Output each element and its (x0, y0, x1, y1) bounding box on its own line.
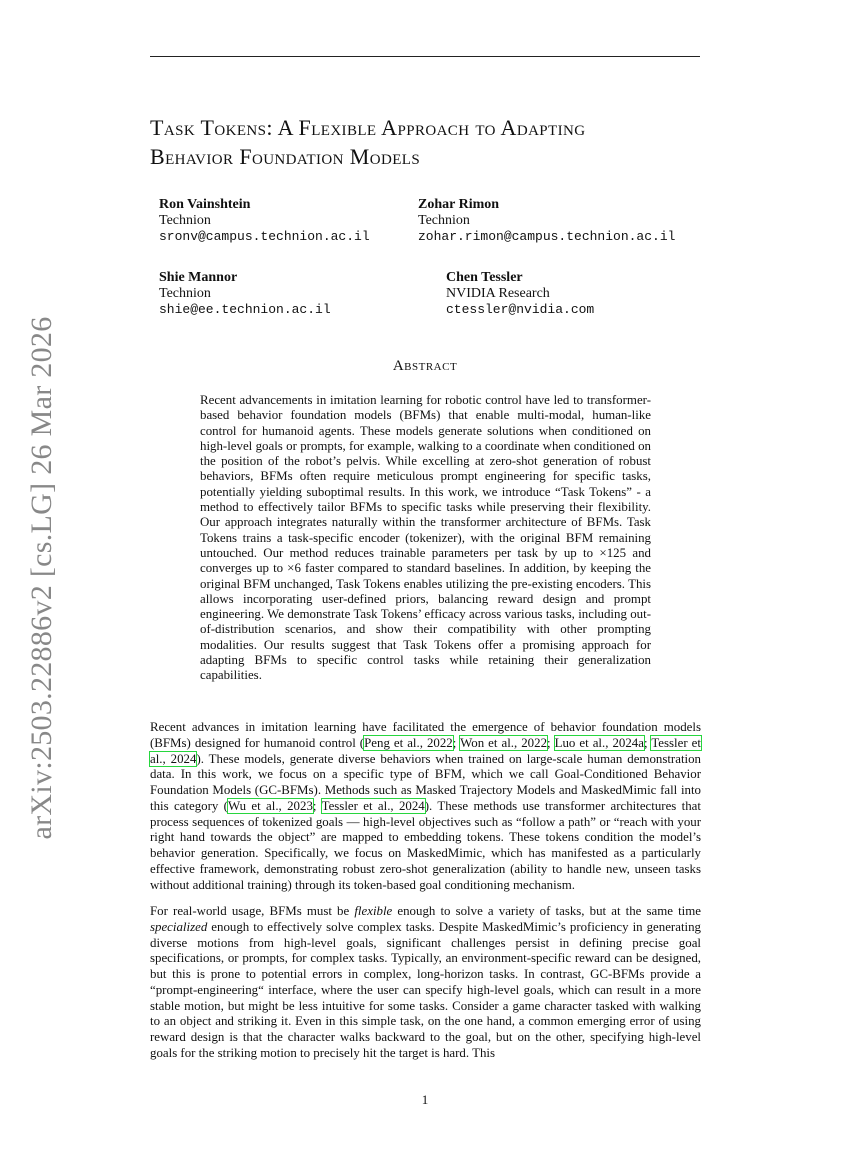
author-email: ctessler@nvidia.com (446, 302, 595, 317)
abstract-text: Recent advancements in imitation learning for robotic control have led to transformer-based behavior foundation models (BFMs) that enable multi-modal, human-like control for humanoid agents. These models generate solutions when conditioned on high-level goals or prompts, for example, walking to a coordinate when conditioned on the position of the robot’s pelvis. While excelling at zero-shot generation of robust behaviors, BFMs often require meticulous prompt engineering for specific tasks, potentially yielding suboptimal results. In this work, we introduce “Task Tokens” - a method to effectively tailor BFMs to specific tasks while preserving their flexibility. Our approach integrates naturally within the transformer architecture of BFMs. Task Tokens trains a task-specific encoder (tokenizer), with the original BFM remaining untouched. Our method reduces trainable parameters per task by up to ×125 and converges up to ×6 faster compared to standard baselines. In addition, by keeping the original BFM unchanged, Task Tokens enables utilizing the pre-existing encoders. This allows incorporating user-defined priors, balancing reward design and prompt engineering. We demonstrate Task Tokens’ efficacy across various tasks, including out-of-distribution scenarios, and show their compatibility with other prompting modalities. Our results suggest that Task Tokens offer a promising approach for adapting BFMs to specific control tasks while retaining their generalization capabilities. (200, 393, 651, 683)
emphasis-text: specialized (150, 919, 208, 934)
author-affiliation: Technion (418, 213, 470, 228)
author-name: Ron Vainshtein (159, 197, 251, 212)
top-rule (150, 56, 700, 57)
page-number: 1 (421, 1092, 429, 1107)
citation-separator: ; (547, 735, 555, 750)
body-text: Recent advances in imitation learning have facilitated the emergence of behavior foundation models (BFMs) designed for humanoid control ( (150, 720, 701, 750)
arxiv-identifier: arXiv:2503.22886v2 [cs.LG] 26 Mar 2026 (25, 316, 58, 840)
body-text: ). These models, generate diverse behaviors when trained on large-scale human demonstration data. In this work, we focus on a specific type of BFM, which we call Goal-Conditioned Behavior Foundation Models (GC-BFMs). Methods such as Masked Trajectory Models and MaskedMimic fall into this category ( (150, 751, 701, 813)
paper-title (150, 113, 730, 171)
body-text: ). These methods use transformer architectures that process sequences of tokenized goals — high-level objectives such as “follow a path” or “reach with your right hand towards the object” are mapped to embedding tokens. These tokens condition the model’s behavior generation. Specifically, we focus on MaskedMimic, which has manifested as a particularly effective framework, demonstrating robust zero-shot generalization (ability to handle new, unseen tasks without additional training) through its token-based goal conditioning mechanism. (150, 798, 701, 892)
intro-paragraph-2 (150, 904, 701, 1062)
body-text: enough to solve a variety of tasks, but at the same time (392, 904, 702, 918)
citation-separator: ; (452, 735, 461, 750)
author-affiliation: Technion (159, 213, 211, 228)
citation-link[interactable]: Luo et al., 2024a (554, 735, 644, 750)
body-text: enough to effectively solve complex tasks. Despite MaskedMimic’s proficiency in generating diverse motions from high-level goals, significant challenges persist in defining precise goal specifications, or prompts, for complex tasks. Typically, an environment-specific reward can be designed, but this is prone to potential errors in complex, long-horizon tasks. In contrast, GC-BFMs provide a “prompt-engineering“ interface, where the user can specify high-level goals, which can result in a more stable motion, but might be less intuitive for some tasks. Consider a game character tasked with walking to an object and striking it. Even in this simple task, on the one hand, a common emerging error of using reward design is that the character walks backward to the goal, but on the other, specifying high-level goals for the striking motion to precisely hit the target is hard. This (150, 919, 701, 1060)
author-email: sronv@campus.technion.ac.il (159, 229, 370, 244)
author-email: zohar.rimon@campus.technion.ac.il (418, 229, 676, 244)
body-text: For real-world usage, BFMs must be (150, 904, 355, 918)
title-line-1: Task Tokens: A Flexible Approach to Adapting (150, 115, 586, 140)
citation-separator: ; (312, 798, 322, 813)
author-affiliation: NVIDIA Research (446, 286, 550, 301)
author-affiliation: Technion (159, 286, 211, 301)
author-block (159, 197, 370, 245)
author-name: Shie Mannor (159, 270, 238, 285)
author-name: Zohar Rimon (418, 197, 500, 212)
author-name: Chen Tessler (446, 270, 523, 285)
citation-link[interactable]: Won et al., 2022 (460, 735, 548, 750)
citation-link[interactable]: Peng et al., 2022 (364, 735, 453, 750)
citation-separator: ; (643, 735, 652, 750)
intro-paragraph-1 (150, 720, 701, 893)
citation-link[interactable]: Tessler et al., 2024 (321, 798, 425, 813)
citation-link[interactable]: Tessler et al., 2024 (150, 735, 701, 766)
author-email: shie@ee.technion.ac.il (159, 302, 331, 317)
title-line-2: Behavior Foundation Models (150, 144, 421, 169)
abstract-heading: Abstract (392, 358, 458, 374)
author-block (159, 270, 331, 318)
author-block (446, 270, 594, 318)
citation-link[interactable]: Wu et al., 2023 (227, 798, 313, 813)
emphasis-text: flexible (354, 904, 393, 918)
author-block (418, 197, 675, 245)
